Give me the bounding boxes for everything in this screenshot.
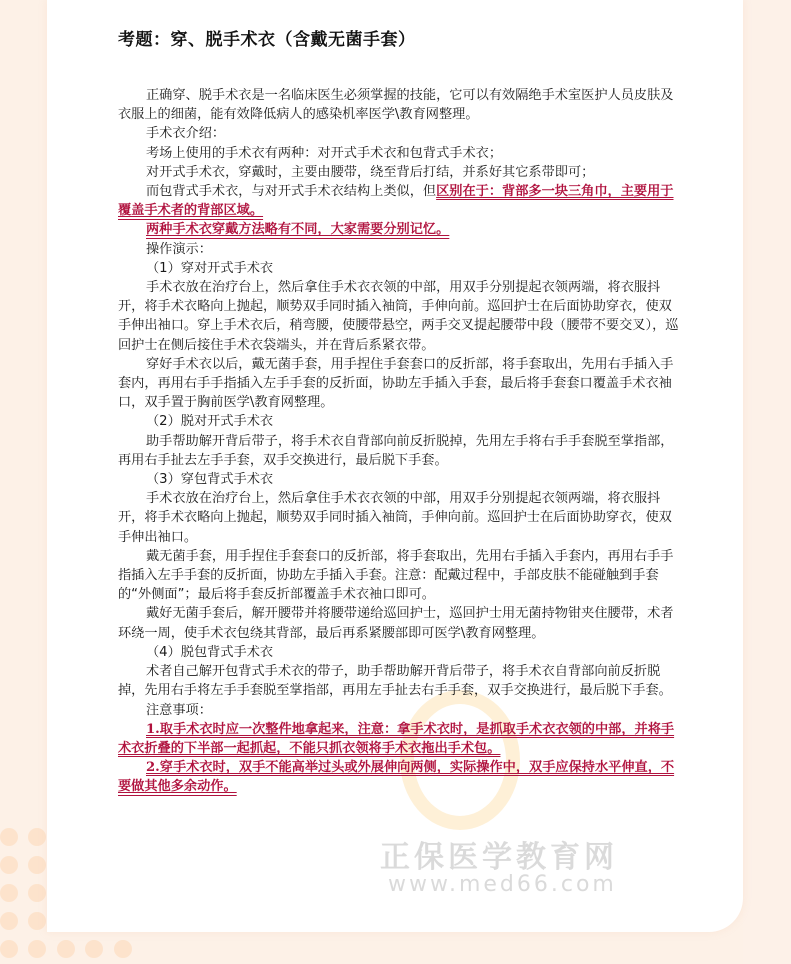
dot: [28, 828, 46, 846]
dot: [0, 884, 18, 902]
dot: [0, 856, 18, 874]
watermark-brand: 正保医学教育网: [380, 840, 618, 875]
gown-types-paragraph: 考场上使用的手术衣有两种：对开式手术衣和包背式手术衣；: [146, 145, 503, 161]
document-body: [118, 86, 680, 797]
dot: [28, 912, 46, 930]
page-title: 考题：穿、脱手术衣（含戴无菌手套）: [118, 30, 416, 50]
dot: [0, 912, 18, 930]
dot: [28, 856, 46, 874]
section-paragraph: 术者自己解开包背式手术衣的带子，助手帮助解开背后带子，将手术衣自背部向前反折脱掉，先用右手将左手手套脱至掌指部，再用左手扯去右手手套，双手交换进行，最后脱下手套。: [118, 664, 672, 699]
wrap-gown-text: 而包背式手术衣，与对开式手术衣结构上类似，但: [146, 184, 437, 200]
dot: [85, 940, 103, 958]
wrap-gown-paragraph: [118, 182, 680, 220]
section-heading: （4）脱包背式手术衣: [146, 644, 274, 660]
dot: [114, 940, 132, 958]
dot: [0, 940, 18, 958]
split-gown-paragraph: 对开式手术衣，穿戴时，主要由腰带，绕至背后打结，并系好其它系带即可；: [146, 164, 595, 180]
section-heading: （2）脱对开式手术衣: [146, 414, 274, 430]
section-paragraph: 穿好手术衣以后，戴无菌手套，用手捏住手套套口的反折部，将手套取出，先用右手插入手套内，再用右手手指插入左手手套的反折面，协助左手插入手套，最后将手套套口覆盖手术衣袖口，双手置于胸前医学\教育网整理。: [118, 356, 674, 411]
dot: [0, 828, 18, 846]
note-text: 2.穿手术衣时，双手不能高举过头或外展伸向两侧，实际操作中，双手应保持水平伸直，不要做其他多余动作。: [118, 760, 675, 795]
note-text: 1.取手术衣时应一次整件地拿起来，注意：拿手术衣时，是抓取手术衣衣领的中部，并将手术衣折叠的下半部一起抓起，不能只抓衣领将手术衣拖出手术包。: [118, 721, 675, 756]
remember-highlight: 两种手术衣穿戴方法略有不同，大家需要分别记忆。: [146, 222, 450, 238]
section-heading: （1）穿对开式手术衣: [146, 260, 274, 276]
section-paragraph: 戴无菌手套，用手捏住手套套口的反折部，将手套取出，先用右手插入手套内，再用右手手指插入左手手套的反折面，协助左手插入手套。注意：配戴过程中，手部皮肤不能碰触到手套的“外侧面”；最后将手套反折部覆盖手术衣袖口即可。: [118, 548, 674, 603]
gown-intro-heading: 手术衣介绍：: [146, 126, 226, 142]
watermark-url: www.med66.com: [388, 872, 617, 897]
intro-paragraph: 正确穿、脱手术衣是一名临床医生必须掌握的技能，它可以有效隔绝手术室医护人员皮肤及衣服上的细菌，能有效降低病人的感染机率医学\教育网整理。: [118, 88, 674, 123]
wrap-gown-highlight: 区别在于：背部多一块三角巾，主要用于覆盖手术者的背部区域。: [118, 184, 674, 219]
section-paragraph: 手术衣放在治疗台上，然后拿住手术衣衣领的中部，用双手分别提起衣领两端，将衣服抖开，将手术衣略向上抛起，顺势双手同时插入袖筒，手伸向前。巡回护士在后面协助穿衣，使双手伸出袖口。: [118, 491, 672, 545]
section-paragraph: 助手帮助解开背后带子，将手术衣自背部向前反折脱掉，先用左手将右手手套脱至掌指部，再用右手扯去左手手套，双手交换进行，最后脱下手套。: [118, 433, 674, 468]
note-item: [118, 720, 680, 758]
section-paragraph: 戴好无菌手套后，解开腰带并将腰带递给巡回护士，巡回护士用无菌持物钳夹住腰带，术者环绕一周，使手术衣包绕其背部，最后再系紧腰部即可医学\教育网整理。: [118, 606, 674, 641]
remember-paragraph: [118, 220, 680, 239]
demo-heading: 操作演示：: [146, 241, 212, 257]
section-paragraph: 手术衣放在治疗台上，然后拿住手术衣衣领的中部，用双手分别提起衣领两端，将衣服抖开，将手术衣略向上抛起，顺势双手同时插入袖筒，手伸向前。巡回护士在后面协助穿衣，使双手伸出袖口。穿上手术衣后，稍弯腰，使腰带悬空，两手交叉提起腰带中段（腰带不要交叉），巡回护士在侧后接住手术衣袋端头，并在背后系紧衣带。: [118, 280, 679, 353]
background-right-strip: [743, 0, 791, 964]
section-heading: （3）穿包背式手术衣: [146, 472, 274, 488]
dot: [28, 940, 46, 958]
note-item: [118, 758, 680, 796]
dot: [28, 884, 46, 902]
dot: [57, 940, 75, 958]
notes-heading: 注意事项：: [146, 702, 212, 718]
